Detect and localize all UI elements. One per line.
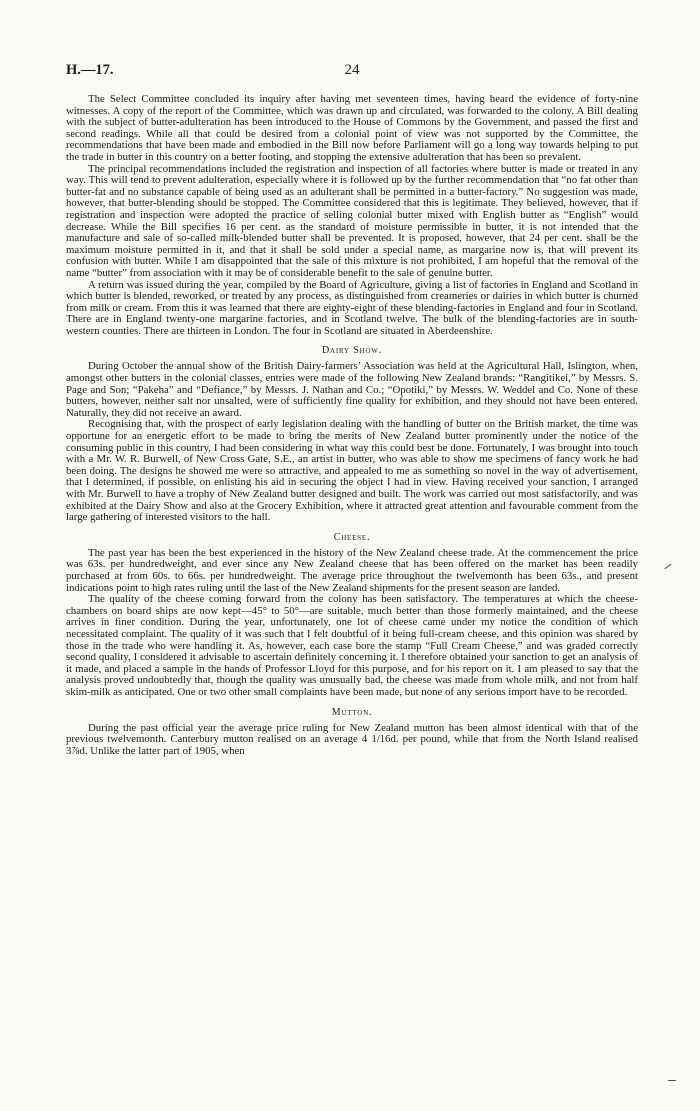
document-page [66,62,638,757]
paragraph: A return was issued during the year, compiled by the Board of Agriculture, giving a list of factories in England and Scotland in which butter is blended, reworked, or treated by any process, as distinguished from creameries or dairies in which butter is churned from milk or cream. From this it was learned that there are eighty-eight of these blending-factories in England and four in Scotland. There are in England twenty-one margarine factories, and in Scotland twelve. The bulk of the blending-factories are in south-western counties. There are thirteen in London. The four in Scotland are situated in Aberdeenshire. [66,278,638,337]
page-header [66,62,638,84]
document-body [66,94,638,757]
paragraph: The principal recommendations included the registration and inspection of all factories where butter is made or treated in any way. This will tend to prevent adulteration, especially where it is followed up by the further recommendation that “no fat other than butter-fat and no substance capable of being used as an adulterant shall be permitted in a butter-factory.” No suggestion was made, however, that butter-blending should be stopped. The Committee considered that this is legitimate. They believed, however, that if registration and inspection were adopted the practice of selling colonial butter mixed with English butter as “English” would decrease. While the Bill specifies 16 per cent. as the standard of moisture permissible in butter, it is not intended that the manufacture and sale of so-called milk-blended butter shall be prevented. It is proposed, however, that 24 per cent. shall be the maximum moisture permitted in it, and that it shall be sold under a special name, as margarine now is, that will prevent its confusion with butter. While I am disappointed that the sale of this mixture is not prohibited, I am hopeful that the removal of the name “butter” from association with it may be of considerable benefit to the sale of genuine butter. [66,162,638,279]
paragraph: The quality of the cheese coming forward from the colony has been satisfactory. The temperatures at which the cheese-chambers on board ships are now kept—45° to 50°—are suitable, much better than those formerly maintained, and the cheese arrives in finer condition. During the year, unfortunately, one lot of cheese came under my notice the condition of which necessitated complaint. The quality of it was such that I felt doubtful of it being full-cream cheese, and this opinion was shared by those in the trade who were handling it. As, however, each case bore the stamp “Full Cream Cheese,” and was graded correctly second quality, I considered it advisable to ascertain definitely concerning it. I therefore obtained your sanction to get an analysis of it made, and placed a sample in the hands of Professor Lloyd for this purpose, and for his report on it. I am pleased to say that the analysis proved undoubtedly that, though the quality was unusually bad, the cheese was made from whole milk, and not from half skim-milk as anticipated. One or two other small complaints have been made, but none of any serious import have to be recorded. [66,593,638,698]
paragraph: Recognising that, with the prospect of early legislation dealing with the handling of butter on the British market, the time was opportune for an energetic effort to be made to bring the merits of New Zealand butter prominently under the notice of the consuming public in this country, I had been considering in what way this could best be done. Fortunately, I was brought into touch with a Mr. W. R. Burwell, of New Cross Gate, S.E., an artist in butter, who was able to show me specimens of fancy work he had been doing. The designs he showed me were so attractive, and appealed to me as something so novel in the way of advertisement, that I determined, if possible, on enlisting his aid in securing the object I had in view. Having received your sanction, I arranged with Mr. Burwell to have a trophy of New Zealand butter designed and built. The work was carried out most satisfactorily, and was exhibited at the Dairy Show and also at the Grocery Exhibition, where it attracted great attention and favourable comment from the large gathering of interested visitors to the hall. [66,418,638,524]
document-reference: H.—17. [66,62,114,78]
section-mutton [66,707,638,758]
paragraph: During the past official year the average price ruling for New Zealand mutton has been almost identical with that of the previous twelvemonth. Canterbury mutton realised on an average 4 1/16d. per pound, while that from the North Island realised 3⅞d. Unlike the latter part of 1905, when [66,721,638,757]
section-cheese [66,532,638,699]
section-heading: Cheese. [333,531,371,543]
margin-mark-right [664,564,671,569]
paragraph: During October the annual show of the British Dairy-farmers’ Association was held at the Agricultural Hall, Islington, when, amongst other butters in the colonial classes, entries were made of the following New Zealand brands: “Rangitikei,” by Messrs. S. Page and Son; “Pakeha” and “Defiance,” by Messrs. J. Nathan and Co.; “Opotiki,” by Messrs. W. Weddel and Co. None of these butters, however, neither salt nor unsalted, were of sufficiently fine quality for exhibition, and they should not have been entered. Naturally, they did not receive an award. [66,360,638,419]
paragraph: The Select Committee concluded its inquiry after having met seventeen times, having heard the evidence of forty-nine witnesses. A copy of the report of the Committee, which was drawn up and circulated, was forwarded to the colony. A Bill dealing with the subject of butter-adulteration has been introduced to the House of Commons by the Government, and passed the first and second readings. While all that could be desired from a colonial point of view was not supported by the Committee, the recommendations that have been made and embodied in the Bill now before Parliament will go a long way towards helping to put the trade in butter in this country on a better footing, and stopping the extensive adulteration that has been so prevalent. [66,93,638,163]
section-dairy-show [66,345,638,523]
section-heading: Mutton. [331,706,373,718]
section-heading: Dairy Show. [321,345,383,357]
margin-mark-bottom-right [668,1080,676,1081]
paragraph: The past year has been the best experienced in the history of the New Zealand cheese trade. At the commencement the price was 63s. per hundredweight, and ever since any New Zealand cheese that has been offered on the market has been readily purchased at from 60s. to 66s. per hundredweight. The average price throughout the twelvemonth has been 63s., and present indications point to high rates ruling until the last of the New Zealand shipments for the present season are landed. [66,546,638,594]
page-number: 24 [344,62,360,78]
section-intro [66,94,638,337]
